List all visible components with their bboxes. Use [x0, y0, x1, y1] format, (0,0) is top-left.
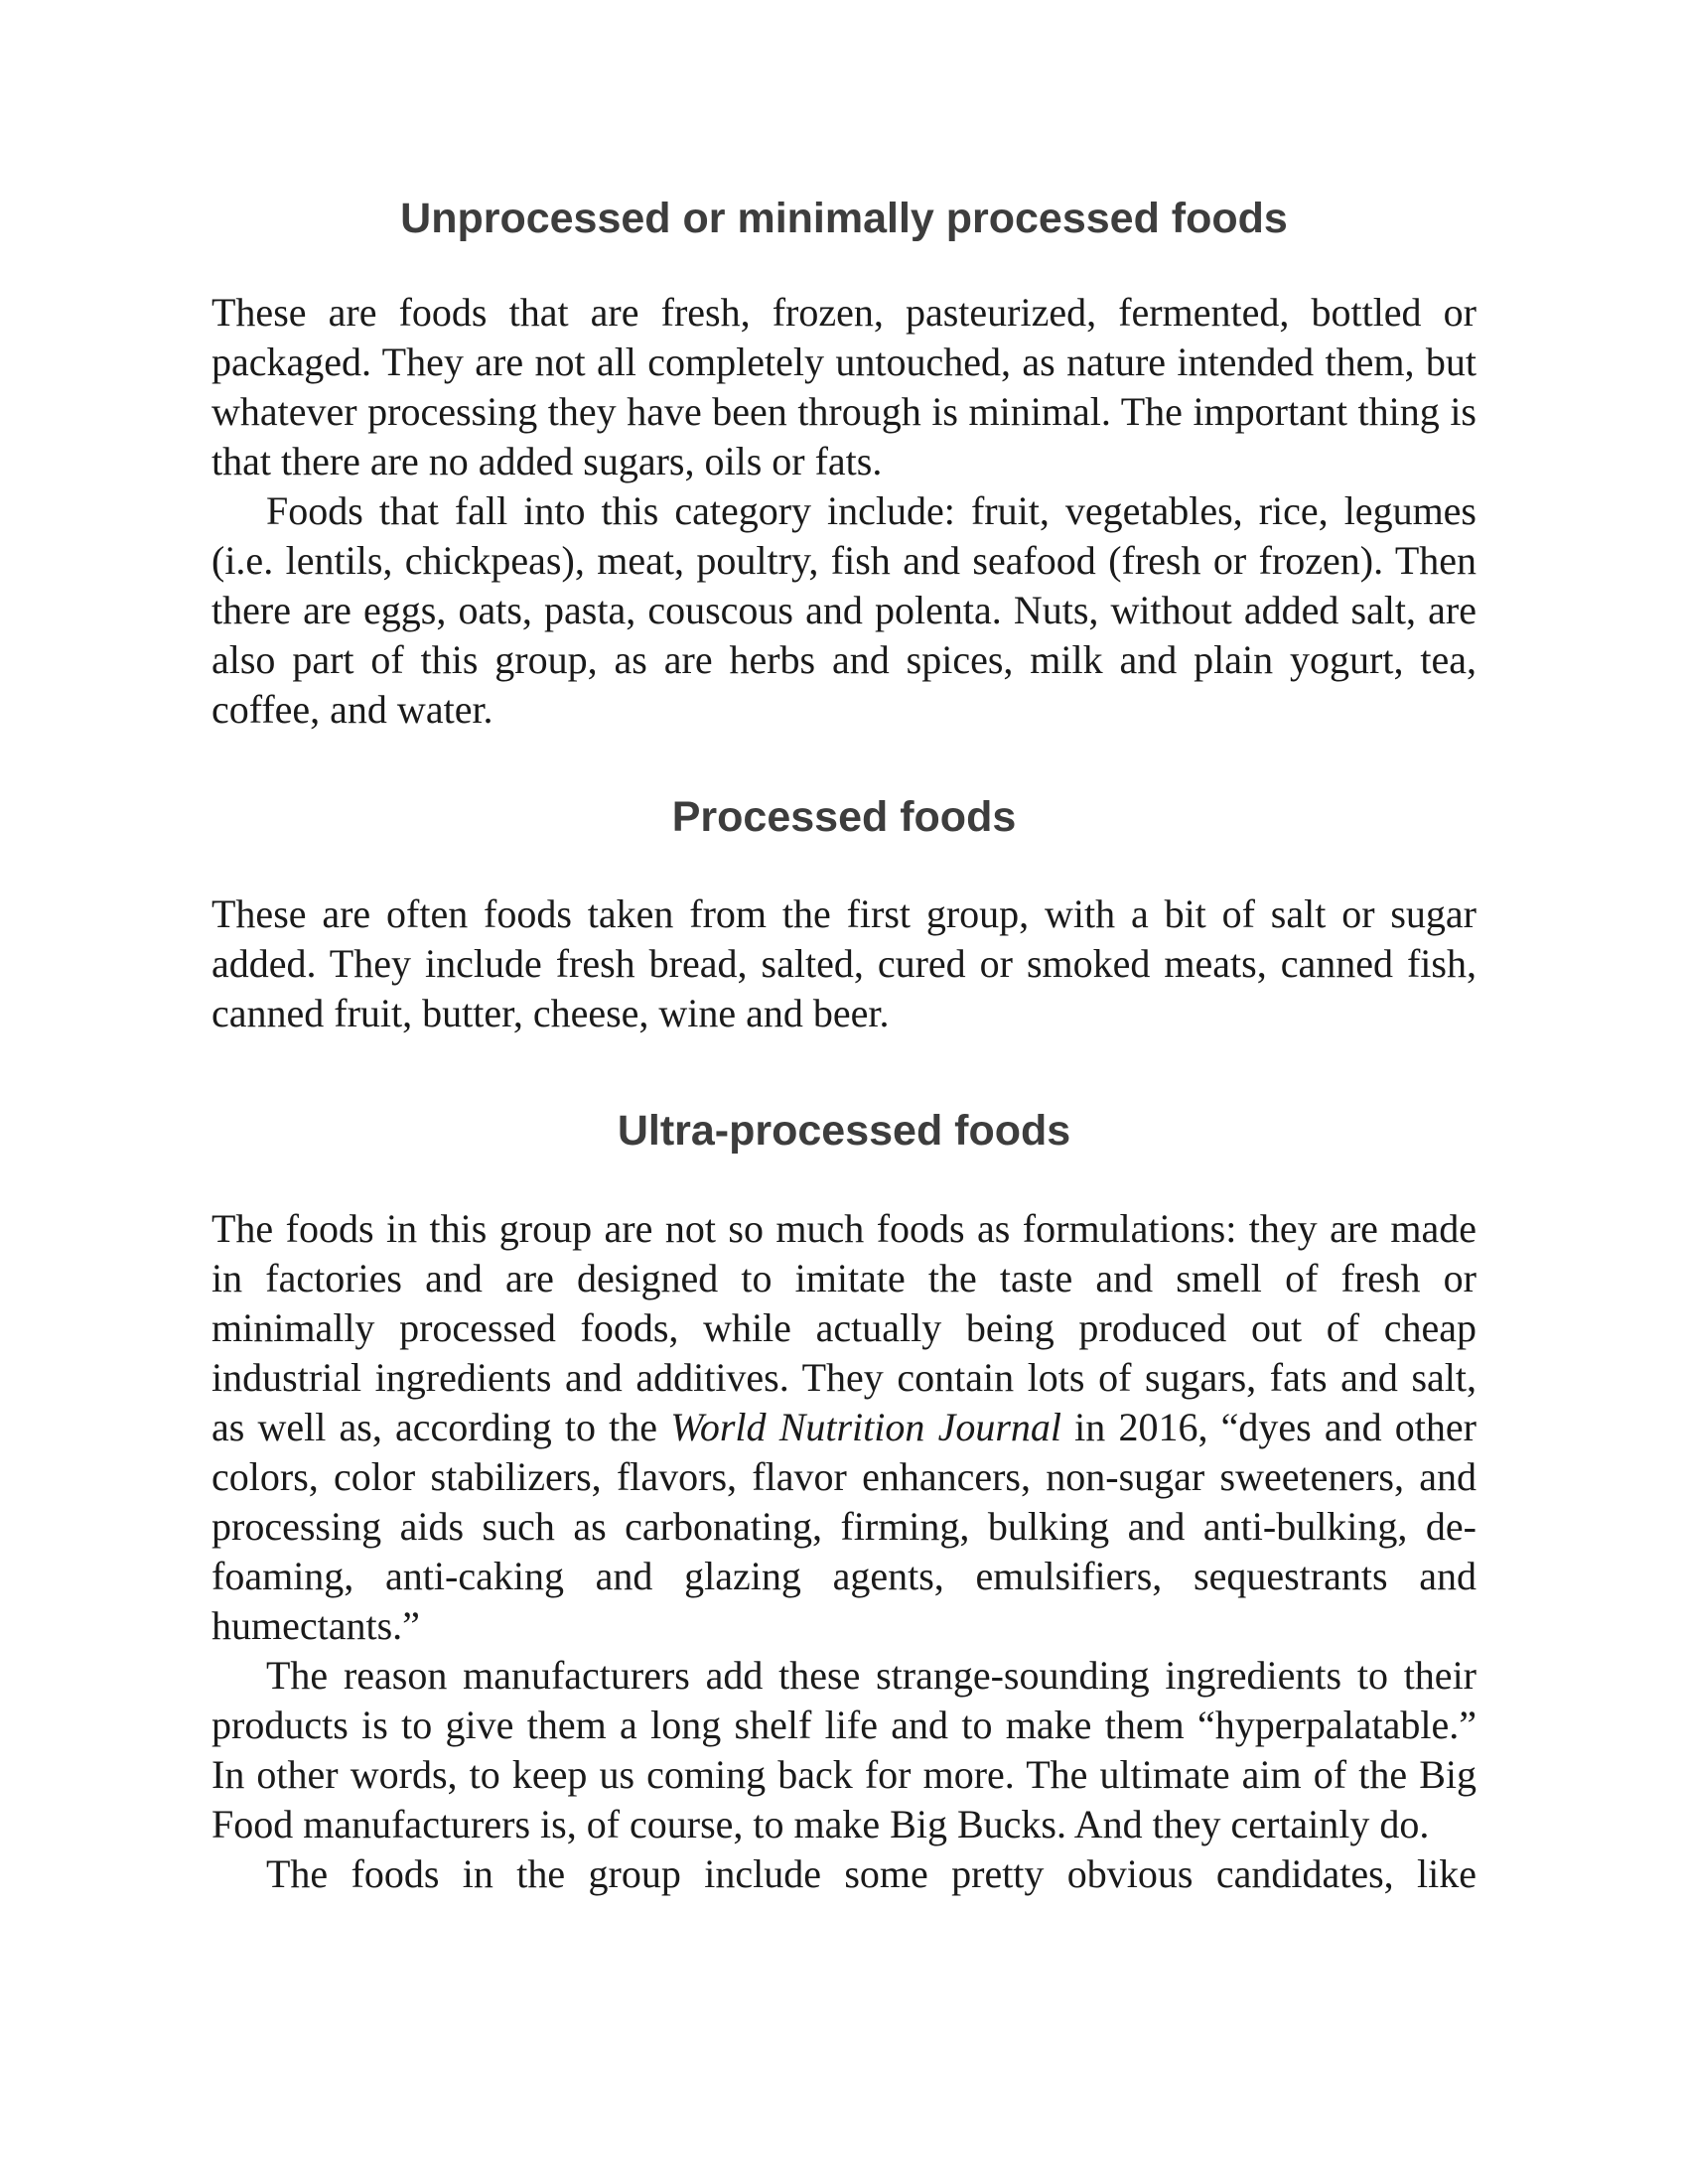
paragraph — [211, 1204, 1477, 1651]
paragraph: Foods that fall into this category include: fruit, vegetables, rice, legumes (i.e. lentils, chickpeas), meat, poultry, fish and seafood (fresh or frozen). Then there are eggs, oats, pasta, couscous and polenta. Nuts, without added salt, are also part of this group, as are herbs and spices, milk and plain yogurt, tea, coffee, and water. — [211, 488, 1477, 732]
paragraph: These are often foods taken from the first group, with a bit of salt or sugar added. They include fresh bread, salted, cured or smoked meats, canned fish, canned fruit, butter, cheese, wine and beer. — [211, 891, 1477, 1035]
document-page — [211, 189, 1477, 1899]
section-heading-ultra-processed: Ultra-processed foods — [617, 1107, 1071, 1155]
paragraph: The reason manufacturers add these strange-sounding ingredients to their products is to give them a long shelf life and to make them “hyperpalatable.” In other words, to keep us coming back for more. The ultimate aim of the Big Food manufacturers is, of course, to make Big Bucks. And they certainly do. — [211, 1653, 1477, 1846]
paragraph: The foods in the group include some pretty obvious candidates, like — [266, 1851, 1477, 1896]
paragraph-text: in 2016, “dyes and other colors, color stabilizers, flavors, flavor enhancers, non-sugar sweeteners, and processing aids such as carbonating, firming, bulking and anti-bulking, de-foaming, anti-caking and glazing agents, emulsifiers, sequestrants and humectants.” — [211, 1405, 1477, 1648]
journal-title: World Nutrition Journal — [670, 1405, 1062, 1449]
paragraph-text: The foods in this group are not so much foods as formulations: they are made in factories and are designed to imitate the taste and smell of fresh or minimally processed foods, while actually being produced out of cheap industrial ingredients and additives. They contain lots of sugars, fats and salt, as well as, according to the — [211, 1206, 1477, 1449]
section-heading-unprocessed: Unprocessed or minimally processed foods — [400, 195, 1288, 242]
section-heading-processed: Processed foods — [671, 793, 1017, 841]
paragraph: These are foods that are fresh, frozen, pasteurized, fermented, bottled or packaged. They are not all completely untouched, as nature intended them, but whatever processing they have been through is minimal. The important thing is that there are no added sugars, oils or fats. — [211, 290, 1477, 483]
